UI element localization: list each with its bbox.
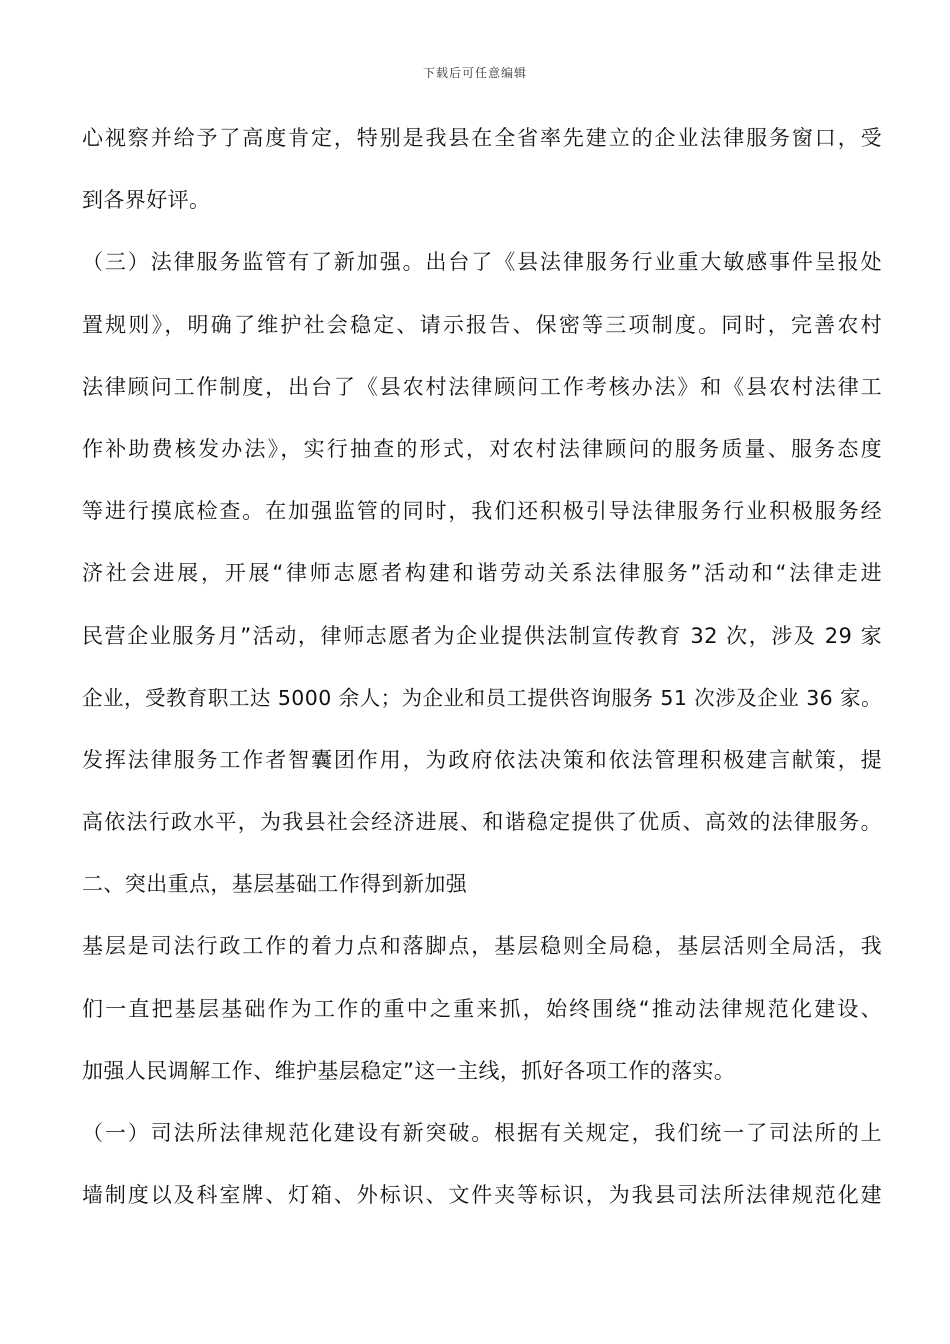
text-line: 基层是司法行政工作的着力点和落脚点，基层稳则全局稳，基层活则全局活，我	[82, 934, 882, 959]
text-line: 企业，受教育职工达 5000 余人；为企业和员工提供咨询服务 51 次涉及企业 36 家。	[82, 685, 882, 710]
document-body	[82, 116, 882, 1235]
text-line: （一）司法所法律规范化建设有新突破。根据有关规定，我们统一了司法所的上	[82, 1121, 882, 1145]
text-line: 法律顾问工作制度，出台了《县农村法律顾问工作考核办法》和《县农村法律工	[82, 374, 882, 399]
text-line: 心视察并给予了高度肯定，特别是我县在全省率先建立的企业法律服务窗口，受	[82, 126, 882, 150]
text-line: 高依法行政水平，为我县社会经济进展、和谐稳定提供了优质、高效的法律服务。	[82, 810, 882, 835]
text-line: 济社会进展，开展“律师志愿者构建和谐劳动关系法律服务”活动和“法律走进	[82, 561, 882, 586]
section-heading: 二、突出重点，基层基础工作得到新加强	[82, 872, 468, 897]
text-line: 置规则》，明确了维护社会稳定、请示报告、保密等三项制度。同时，完善农村	[82, 312, 882, 337]
text-line: 加强人民调解工作、维护基层稳定”这一主线，抓好各项工作的落实。	[82, 1058, 736, 1083]
text-line: 发挥法律服务工作者智囊团作用，为政府依法决策和依法管理积极建言献策，提	[82, 747, 882, 772]
text-line: 到各界好评。	[82, 188, 211, 213]
text-line: 作补助费核发办法》，实行抽查的形式，对农村法律顾问的服务质量、服务态度	[82, 436, 882, 461]
text-line: 墙制度以及科室牌、灯箱、外标识、文件夹等标识，为我县司法所法律规范化建	[82, 1183, 882, 1208]
text-line: 们一直把基层基础作为工作的重中之重来抓，始终围绕“推动法律规范化建设、	[82, 996, 882, 1021]
page-header: 下载后可任意编辑	[422, 66, 527, 80]
text-line: 民营企业服务月”活动，律师志愿者为企业提供法制宣传教育 32 次，涉及 29 家	[82, 623, 882, 648]
text-line: （三）法律服务监管有了新加强。出台了《县法律服务行业重大敏感事件呈报处	[82, 250, 882, 275]
text-line: 等进行摸底检查。在加强监管的同时，我们还积极引导法律服务行业积极服务经	[82, 499, 882, 524]
